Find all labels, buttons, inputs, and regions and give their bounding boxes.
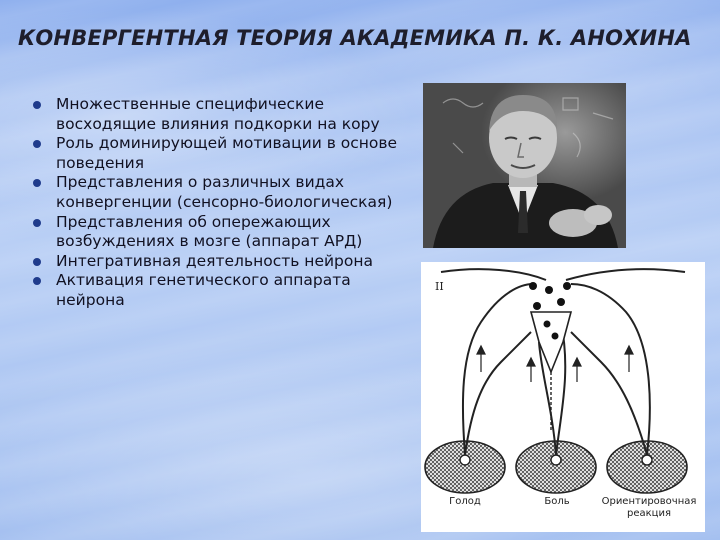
bullet-dot-icon xyxy=(33,219,41,227)
bullet-dot-icon xyxy=(33,258,41,266)
bullet-item xyxy=(30,134,420,173)
label-hunger: Голод xyxy=(449,496,481,507)
diagram-drawing xyxy=(421,262,705,532)
bullet-item xyxy=(30,271,420,310)
bullet-text: Представления о различных видах конвергенции (сенсорно-биологическая) xyxy=(56,173,393,211)
roman-label: II xyxy=(435,280,444,293)
bullet-item xyxy=(30,95,420,134)
bullet-dot-icon xyxy=(33,140,41,148)
bullet-text: Роль доминирующей мотивации в основе поведения xyxy=(56,134,398,172)
portrait-photo xyxy=(423,83,626,248)
portrait-drawing xyxy=(423,83,626,248)
neuron-convergence-diagram xyxy=(421,262,705,532)
page-title: КОНВЕРГЕНТНАЯ ТЕОРИЯ АКАДЕМИКА П. К. АНОХИНА xyxy=(18,26,692,50)
bullet-text: Активация генетического аппарата нейрона xyxy=(56,271,351,309)
bullet-text: Интегративная деятельность нейрона xyxy=(56,251,374,270)
bullet-item xyxy=(30,213,420,252)
bullet-item xyxy=(30,173,420,212)
bullet-text: Представления об опережающих возбуждениях в мозге (аппарат АРД) xyxy=(56,212,363,251)
label-orienting-reaction: Ориентировочная реакция xyxy=(601,496,697,519)
bullet-dot-icon xyxy=(33,179,41,187)
bullet-dot-icon xyxy=(33,277,41,285)
bullet-dot-icon xyxy=(33,101,41,109)
bullet-text: Множественные специфические восходящие влияния подкорки на кору xyxy=(56,95,380,133)
bullet-item xyxy=(30,252,420,272)
label-pain: Боль xyxy=(544,496,570,507)
bullet-list xyxy=(30,95,420,311)
